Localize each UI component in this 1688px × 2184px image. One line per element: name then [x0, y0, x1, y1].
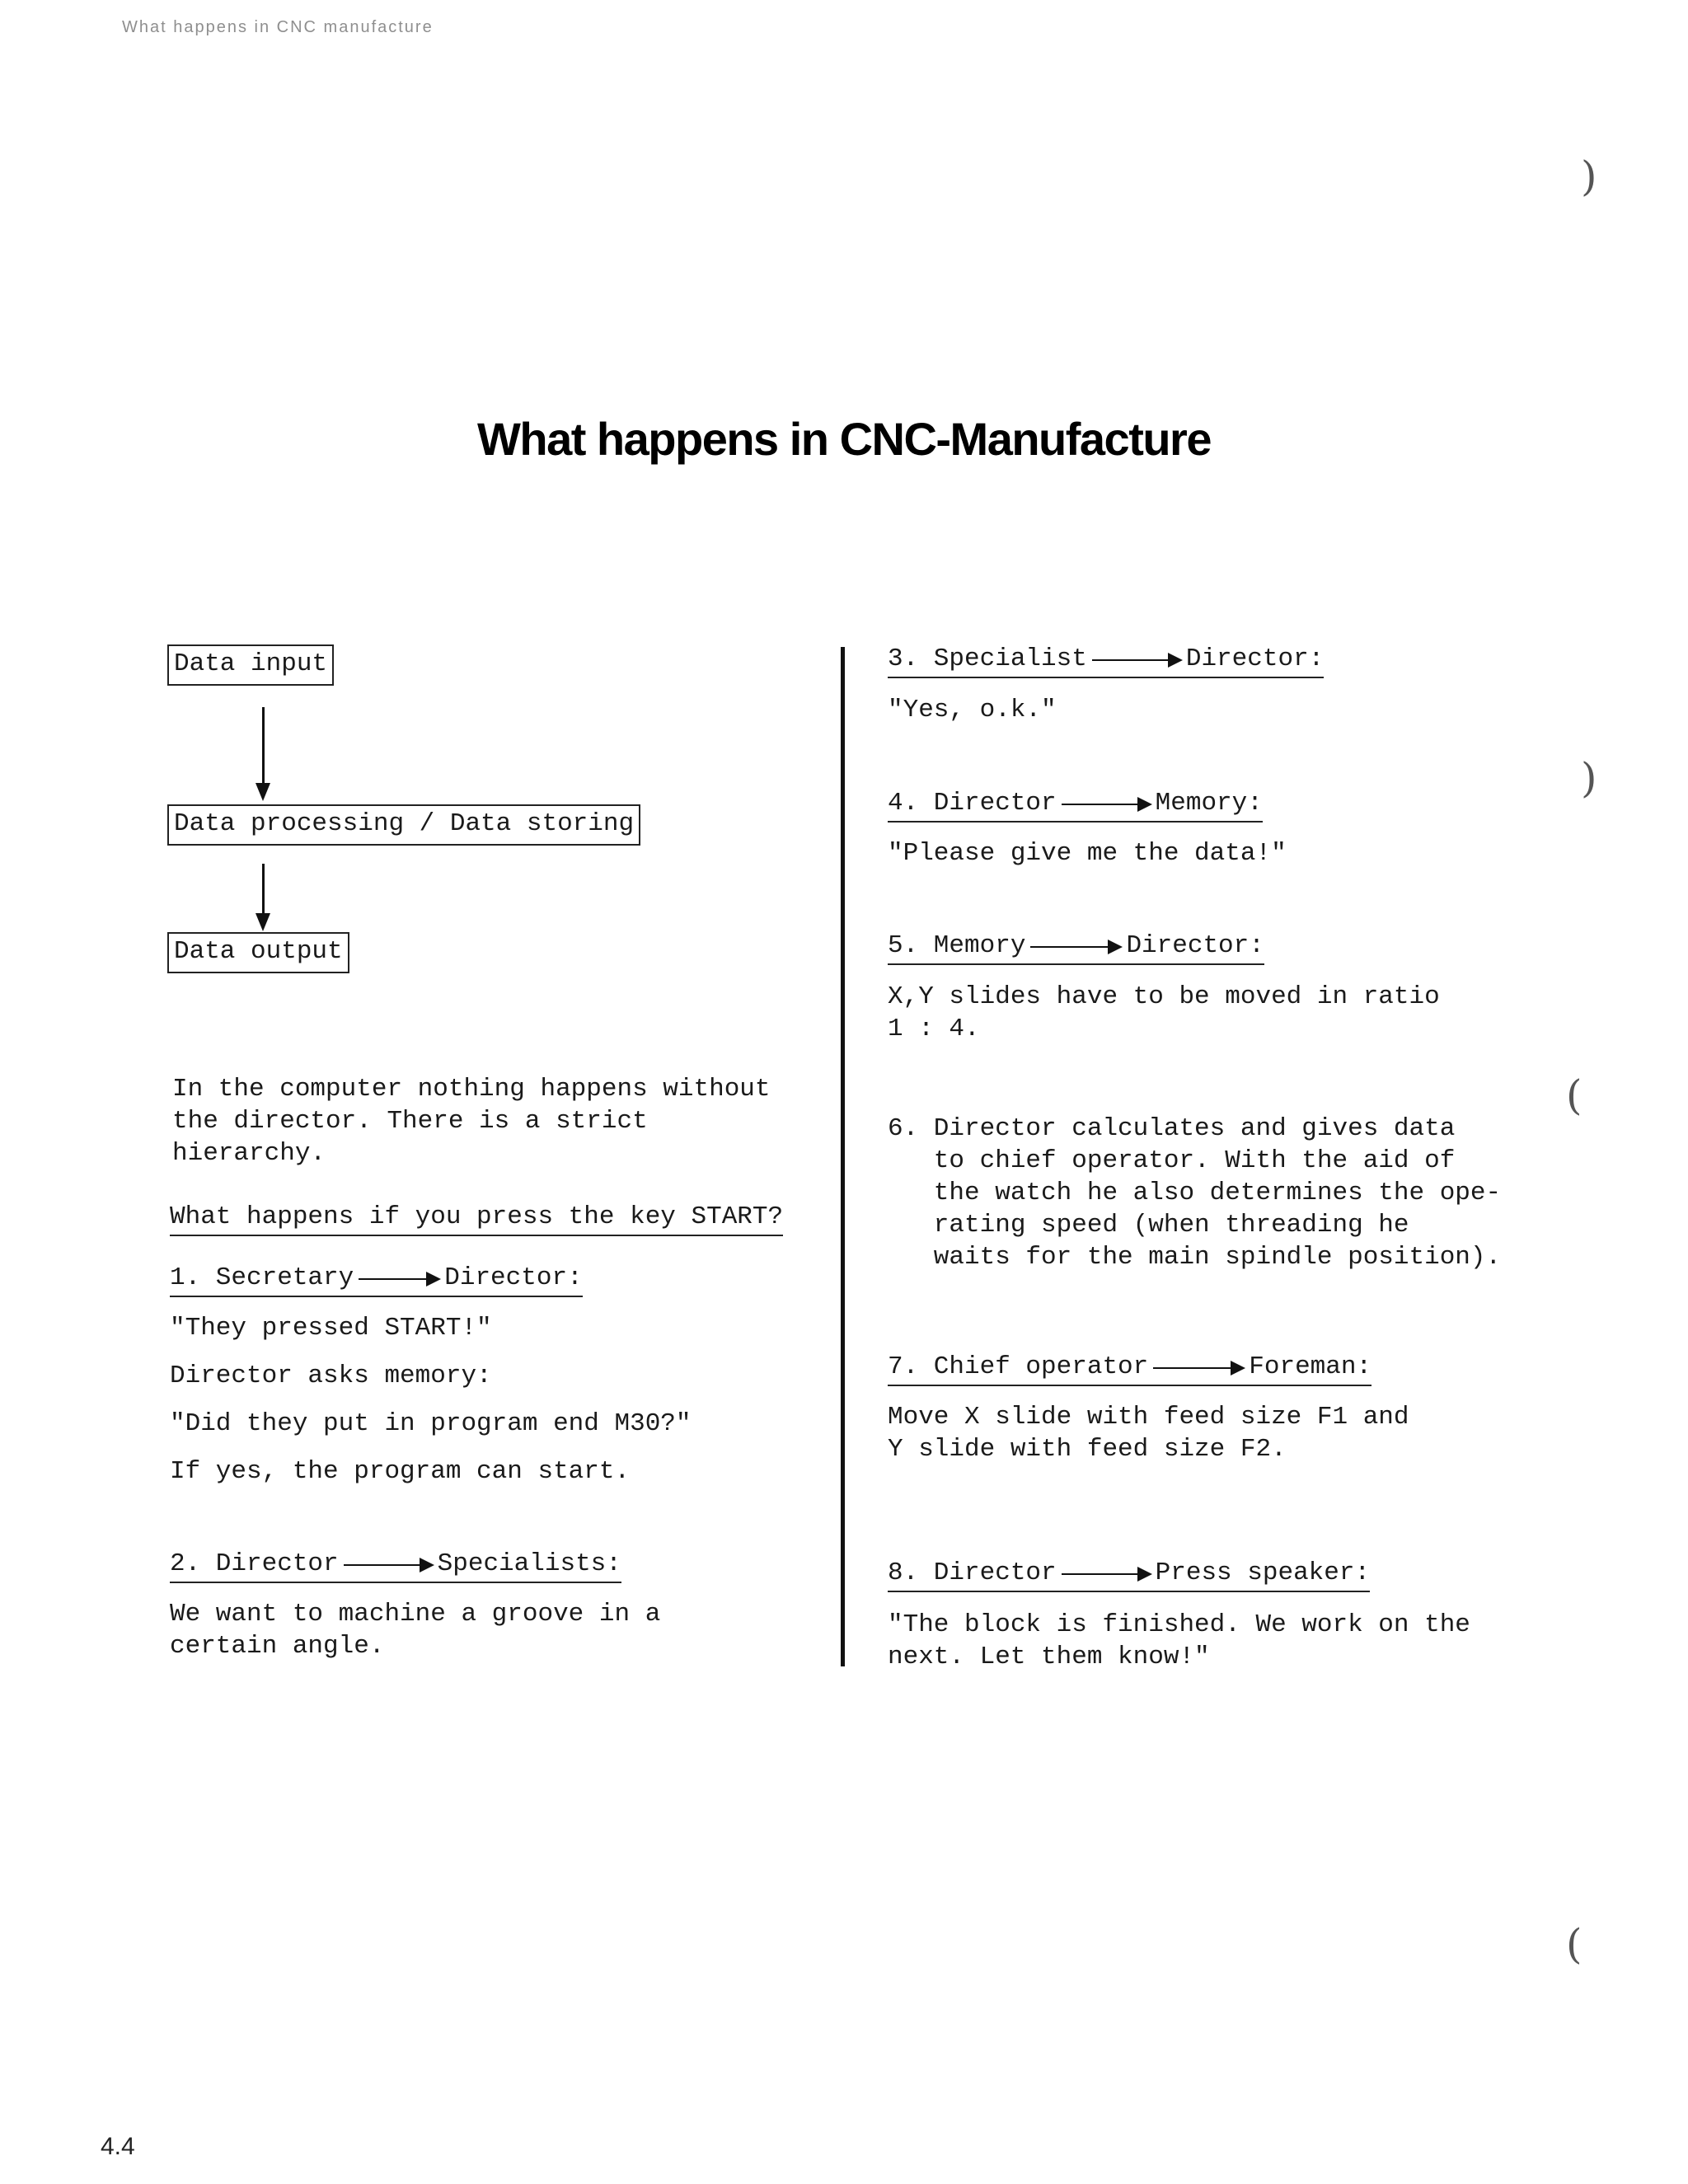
- flow-arrow-1: [262, 707, 265, 790]
- step-3-text: "Yes, o.k.": [888, 696, 1057, 724]
- binder-mark: (: [1566, 1071, 1582, 1119]
- step-3-heading: [888, 644, 1324, 678]
- step-1-line-4: If yes, the program can start.: [170, 1457, 631, 1486]
- running-header: What happens in CNC manufacture: [122, 18, 434, 36]
- step-5-from: 5. Memory: [888, 931, 1026, 960]
- step-1-heading: [170, 1263, 583, 1297]
- arrow-right-icon: [1062, 789, 1152, 818]
- step-5-to: Director:: [1126, 931, 1264, 960]
- step-7-to: Foreman:: [1249, 1352, 1372, 1381]
- step-2-heading: [170, 1549, 621, 1583]
- step-8-heading: [888, 1558, 1370, 1592]
- arrow-right-icon: [1062, 1558, 1152, 1588]
- step-2-from: 2. Director: [170, 1549, 339, 1578]
- arrow-right-icon: [1030, 931, 1123, 961]
- arrow-right-icon: [1092, 644, 1183, 674]
- arrow-right-icon: [344, 1549, 434, 1579]
- flow-box-data-input: Data input: [167, 644, 334, 686]
- page-title: What happens in CNC-Manufacture: [477, 413, 1211, 465]
- step-4-to: Memory:: [1155, 789, 1263, 818]
- step-2-to: Specialists:: [437, 1549, 621, 1578]
- binder-mark: ): [1581, 152, 1597, 200]
- binder-mark: ): [1581, 754, 1597, 802]
- step-4-from: 4. Director: [888, 789, 1057, 818]
- step-4-text: "Please give me the data!": [888, 839, 1287, 868]
- intro-paragraph: In the computer nothing happens without the director. There is a strict hierarchy.: [172, 1075, 771, 1168]
- step-6-text: 6. Director calculates and gives data to chief operator. With the aid of the watch he also determines the ope- rating speed (when threading he waits for the main spindle position).: [888, 1114, 1502, 1272]
- step-3-from: 3. Specialist: [888, 644, 1087, 673]
- flow-box-data-output: Data output: [167, 932, 349, 973]
- arrow-right-icon: [359, 1263, 441, 1293]
- step-1-to: Director:: [444, 1263, 583, 1292]
- step-5-text: X,Y slides have to be moved in ratio 1 : 4.: [888, 982, 1440, 1043]
- step-1-from: 1. Secretary: [170, 1263, 354, 1292]
- flow-box-data-processing: Data processing / Data storing: [167, 804, 640, 846]
- step-4-heading: [888, 789, 1263, 823]
- step-7-text: Move X slide with feed size F1 and Y slide with feed size F2.: [888, 1403, 1409, 1464]
- step-1-line-1: "They pressed START!": [170, 1314, 492, 1343]
- arrow-right-icon: [1153, 1352, 1245, 1382]
- step-3-to: Director:: [1185, 644, 1325, 673]
- step-8-from: 8. Director: [888, 1558, 1057, 1587]
- arrow-down-icon: [256, 913, 270, 931]
- step-2-text: We want to machine a groove in a certain angle.: [170, 1600, 661, 1661]
- question-heading: What happens if you press the key START?: [170, 1201, 783, 1236]
- arrow-down-icon: [256, 783, 270, 801]
- step-8-to: Press speaker:: [1155, 1558, 1371, 1587]
- step-7-from: 7. Chief operator: [888, 1352, 1149, 1381]
- binder-mark: (: [1566, 1920, 1582, 1968]
- step-5-heading: [888, 931, 1264, 965]
- step-8-text: "The block is finished. We work on the next. Let them know!": [888, 1610, 1470, 1671]
- step-1-line-2: Director asks memory:: [170, 1361, 492, 1390]
- column-divider: [841, 647, 845, 1666]
- step-7-heading: [888, 1352, 1372, 1386]
- page-number: 4.4: [101, 2133, 135, 2160]
- step-1-line-3: "Did they put in program end M30?": [170, 1409, 692, 1438]
